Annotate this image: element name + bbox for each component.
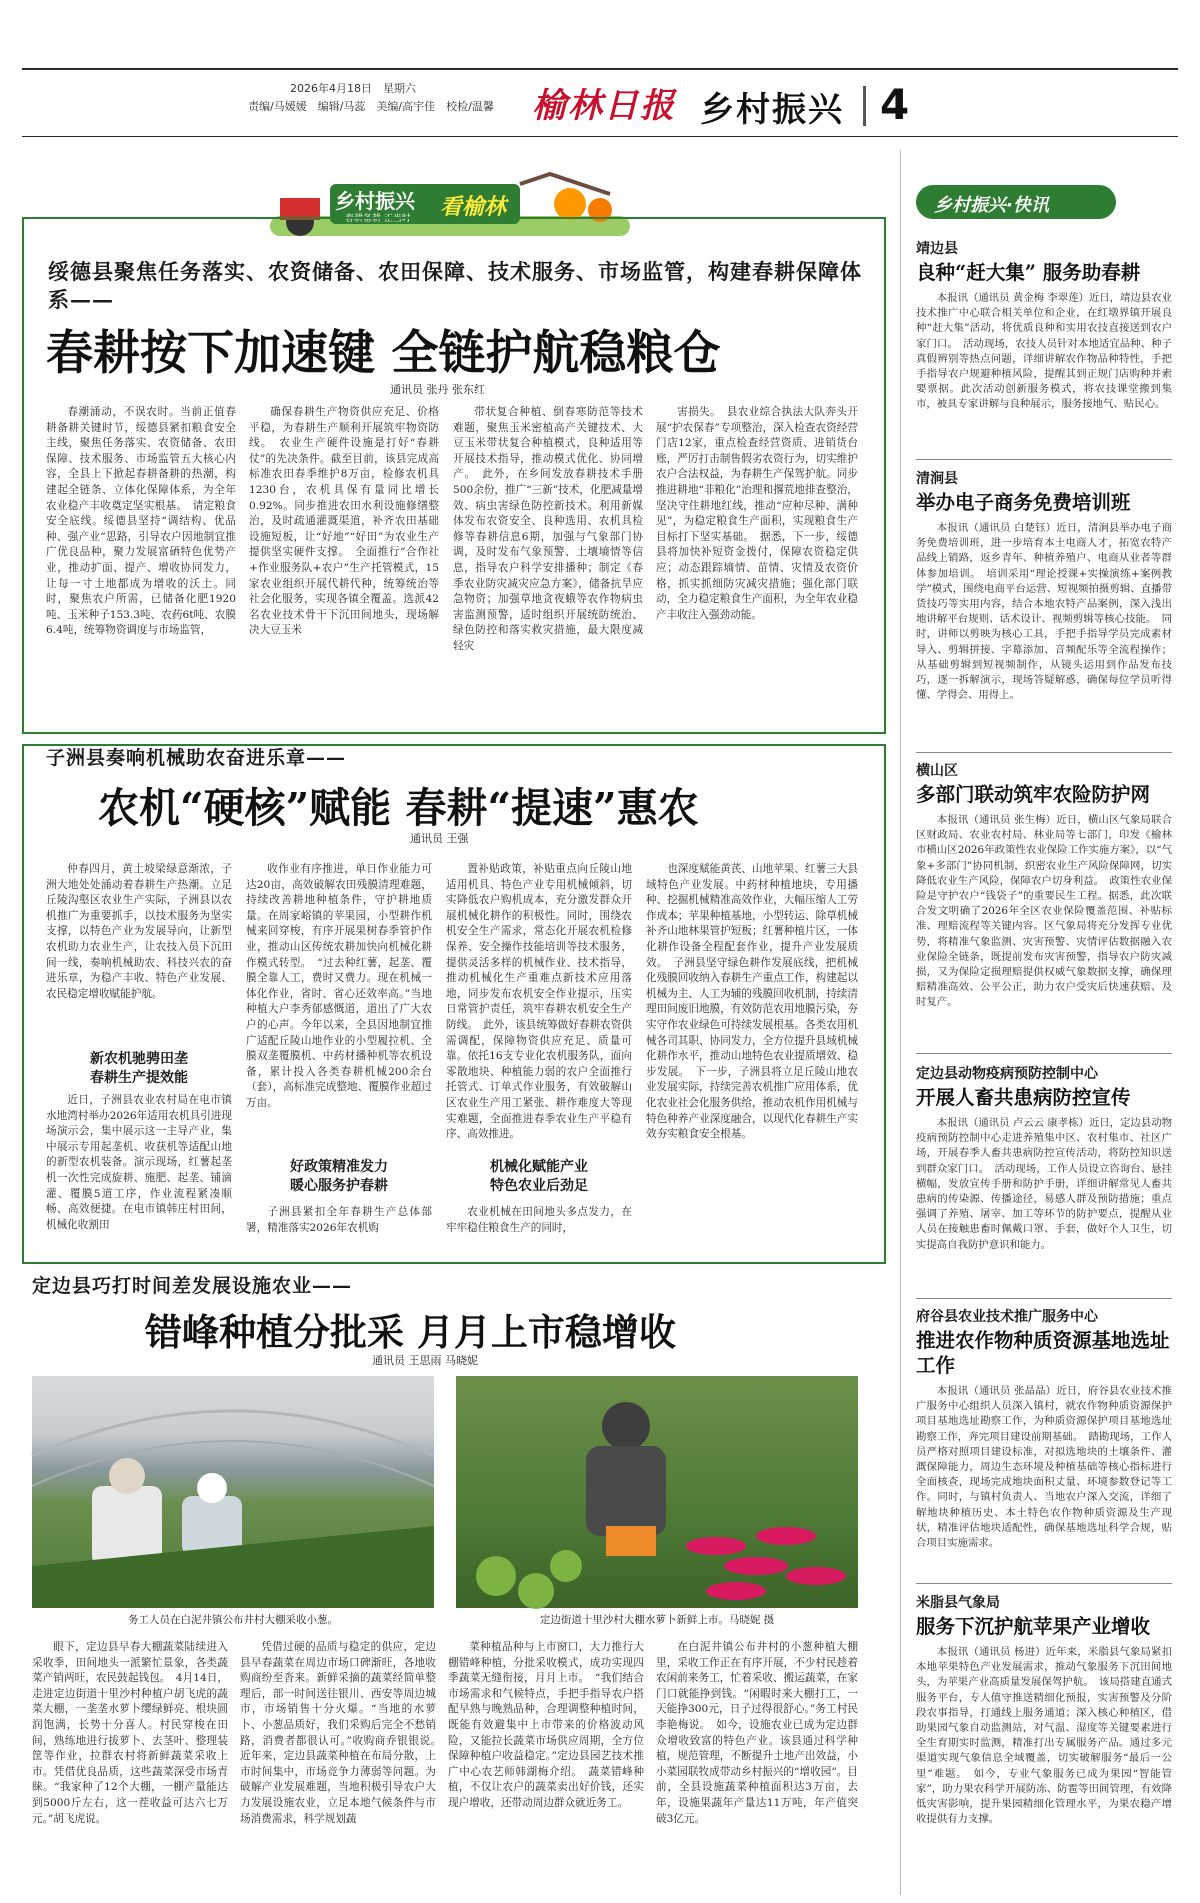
article2-subhead2: 好政策精准发力 暖心服务护春耕 [290, 1159, 388, 1194]
weekday-text: 星期六 [383, 82, 416, 95]
article3-col4: 在白泥井镇公布井村的小葱种植大棚里，采收工作正在有序开展，不少村民趁着农闲前来务工，忙着采收、搬运蔬菜，在家门口就能挣到钱。“闲暇时来大棚打工，一天能挣300元，日子过得很舒心。”务工村民李艳梅说。 如今，设施农业已成为定边群众增收致富的特色产业。该县通过科学种植，规范管理，不断提升土地产出效益，小小菜园联牧成带动乡村振兴的“增收园”。目前，全县设施蔬菜种植面积达3万亩，去年，设施果蔬年产量达11万吨，年产值突破3亿元。 [656, 1641, 858, 1825]
sidebar-header-text: 乡村振兴·快讯 [934, 195, 1049, 216]
article2-headline: 农机“硬核”赋能 春耕“提速”惠农 [98, 784, 699, 832]
article2-col1b: 近日，子洲县农业农村局在电市镇水地湾村举办2026年适用农机具引进现场演示会，集中展示这一主导产业，集中展示专用起垄机、收获机等适配山地的新型农机装备。演示现场，红薯起垄机一次性完成旋耕、施肥、起垄、铺滴灌、覆膜5道工序，作业流程紧凑顺畅、高效便捷。在电市镇韩庄村田间，机械化收割田 [46, 1094, 232, 1231]
article3-headline: 错峰种植分批采 月月上市稳增收 [145, 1310, 676, 1354]
news-title: 举办电子商务免费培训班 [916, 491, 1131, 514]
news-item-jingbian [916, 238, 1172, 423]
news-place: 定边县动物疫病预防控制中心 [916, 1066, 1098, 1082]
greenhouse-photo-illustration [32, 1376, 434, 1608]
masthead-top-rule [22, 68, 1178, 70]
masthead-divider [863, 86, 866, 126]
article2-col3b: 农业机械在田间地头多点发力，在牢牢稳住粮食生产的同时， [446, 1206, 632, 1234]
photo-radish-harvest [456, 1376, 858, 1608]
news-title: 多部门联动筑牢农险防护网 [916, 783, 1151, 806]
news-text: 本报讯（通讯员 张晶晶）近日，府谷县农业技术推广服务中心组织人员深入镇村，就农作物种质资源保护项目基地选址勘察工作，为种质资源保护项目基地选址勘察工作，奔完项目建设前期基础。 踏勘现场，工作人员严格对照项目建设标准，对拟选地块的土壤条件、灌溉保障能力，周边生态环境及种植基础等核心指标进行全面核查，现场完成地块面积丈量、环境参数登记等工作。同时，与镇村负责人、当地农户深入交流，详细了解地块种植历史、本土特色农作物种质资源及生产现状，精准评估地块适配性，确保基地选址科学合规，贴合项目实施需求。 [916, 1385, 1172, 1550]
sidebar-sep-2 [916, 752, 1172, 753]
masthead-editors: 责编/马媛媛 编辑/马蕊 美编/高宇佳 校检/温馨 [248, 100, 494, 113]
article2-col2b: 子洲县紧扣全年春耕生产总体部署，精准落实2026年农机购 [246, 1206, 432, 1234]
banner-title: 乡村振兴 [335, 189, 415, 213]
news-place: 横山区 [916, 763, 958, 779]
article1-col2: 确保春耕生产物资供应充足、价格平稳，为春耕生产顺利开展筑牢物资防线。 农业生产硬件设施是打好“春耕仗”的先决条件。截至目前，该县完成高标准农田春季维护8万亩，检修农机具1230台，农机具保有量同比增长0.92%。同步推进农田水利设施修缮整治，及时疏通灌溉渠道，补齐农田基础设施短板，让“好地”“好田”为农业生产提供坚实硬件支撑。 全面推行“合作社+作业服务队+农户”生产托管模式，15家农业组织开展代耕代种，统筹统治等社会化服务，实现各镇全覆盖。选派42名农业技术骨干下沉田间地头，现场解决大豆玉米 [249, 406, 439, 637]
article1-byline: 通讯员 张丹 张东红 [390, 383, 485, 396]
news-text: 本报讯（通讯员 白楚钰）近日，清涧县举办电子商务免费培训班，进一步培育本土电商人才，拓宽农特产品线上销路，返乡青年、种植养殖户、电商从业者等群体参加培训。 培训采用“理论授课+实操演练+案例教学”模式，围绕电商平台运营、短视频拍摄剪辑、直播带货技巧等实用内容，结合本地农特产品案例，深入浅出地讲解平台规则、话术设计、视频剪辑等核心技能。 同时，讲师以剪映为核心工具，手把手指导学员完成素材导入、剪辑拼接、字幕添加、音频配乐等全流程操作；从基础剪辑到短视频制作，从镜头运用到作品发布技巧，逐一拆解演示，现场答疑解惑，确保每位学员听得懂、学得会、用得上。 [916, 522, 1172, 702]
article2-col1a: 仲春四月，黄土坡梁绿意渐浓，子洲大地处处涌动着春耕生产热潮。立足丘陵沟壑区农业生产实际，子洲县以农机推广为重要抓手，以技术服务为坚实支撑，以特色产业为发展导向，让新型农机助力农业生产，让农技入员下沉田间一线，奏响机械助农、科技兴农的奋进乐章，为稳产丰收、特色产业发展、农民稳定增收赋能护航。 [46, 863, 232, 1000]
article1-intro: 绥德县聚焦任务落实、农资储备、农田保障、技术服务、市场监管，构建春耕保障体系—— [48, 259, 862, 312]
news-title: 推进农作物种质资源基地选址工作 [916, 1329, 1170, 1377]
article2-subhead3: 机械化赋能产业 特色农业后劲足 [490, 1159, 588, 1194]
newspaper-logo: 榆林日报 [532, 86, 676, 126]
sidebar-divider [900, 150, 901, 1895]
article3-col1: 眼下，定边县早春大棚蔬菜陆续进入采收季，田间地头一派繁忙景象，各类蔬菜产销两旺，农民鼓起钱包。 4月14日，走进定边街道十里沙村种植户胡飞虎的蔬菜大棚，一垄垄水萝卜缨绿鲜亮、根块圆润饱满，长势十分喜人。村民穿梭在田间，熟练地进行拔萝卜、去茎叶、整理装筐等作业，拉群农村将新鲜蔬菜采收上市。凭借优良品质，这些蔬菜深受市场青睐。“我家种了12个大棚，一棚产量能达到5000斤左右，这一茬收益可达六七万元。”胡飞虎说。 [32, 1641, 228, 1825]
article2-col3a: 置补贴政策，补贴重点向丘陵山地适用机具、特色产业专用机械倾斜，切实降低农户购机成本，充分激发群众开展机械化耕作的积极性。同时，围绕农机安全生产需求，常态化开展农机检修保养、安全操作技能培训等技术服务，提供灵活多样的机械作业、技术指导，推动机械化生产重难点新技术应用落地，同步发布农机安全作业提示，压实日常管护责任，筑牢春耕农机安全生产防线。 此外，该县统筹做好春耕农资供需调配，保障物资供应充足、质量可靠。依托16支专业化农机服务队，面向零散地块、种植能力弱的农户全面推行托管式、订单式作业服务，有效破解山区农业生产用工紧张、耕作难度大等现实难题，全面推进春季农业生产平稳有序、高效推进。 [446, 863, 632, 1141]
news-item-mizhi [916, 1592, 1172, 1892]
article1-col3: 带状复合种植、倒春寒防范等技术难题，聚焦玉米密植高产关键技术、大豆玉米带状复合种植模式，良种适用等开展技术指导，推动模式优化、协同增产。 此外，在乡间发放春耕技术手册500余份，推广“三新”技术，化肥减量增效、病虫害绿色防控新技术。利用新媒体发布农资安全、良种选用、农机具检修等春耕信息6期，加强与气象部门协调，及时发布气象预警、土壤墒情等信息，指导农户科学安排播种；制定《春季农业防灾减灾应急方案》，储备抗旱应急物资；加强草地贪夜蛾等农作物病虫害监测预警，适时组织开展统防统治、绿色防控和落实救灾措施，最大限度减轻灾 [453, 406, 643, 652]
news-title: 良种“赶大集” 服务助春耕 [916, 261, 1141, 284]
photo1-caption: 务工人员在白泥井镇公布井村大棚采收小葱。 [128, 1614, 338, 1626]
news-title: 服务下沉护航苹果产业增收 [916, 1615, 1151, 1638]
news-place: 清涧县 [916, 471, 958, 487]
news-item-fugu [916, 1306, 1172, 1578]
news-title: 开展人畜共患病防控宣传 [916, 1086, 1131, 1109]
article3-col3: 菜种植品种与上市窗口，大力推行大棚错峰种植，分批采收模式，成功实现四季蔬菜无缝衔接，月月上市。 “我们结合市场需求和气候特点，手把手指导农户搭配早熟与晚熟品种，合理调整种植时间，既能有效避集中上市带来的价格波动风险，又能拉长蔬菜市场供应周期，全方位保障种植户收益稳定。”定边县园艺技术推广中心农艺师韩湖梅介绍。 蔬菜错峰种植，不仅让农户的蔬菜卖出好价钱，还实现户增收，还带动周边群众就近务工。 [448, 1641, 644, 1809]
article3-byline: 通讯员 王思雨 马晓妮 [372, 1354, 478, 1367]
news-text: 本报讯（通讯员 张生梅）近日，横山区气象局联合区财政局、农业农村局、林业局等七部门，印发《榆林市横山区2026年政策性农业保险工作实施方案》，以“气象+多部门”协同机制，织密农业生产风险保障网，切实降低农业生产风险，保障农户切身利益。 政策性农业保险是守护农户“钱袋子”的重要民生工程。据悉，此次联合发文明确了2026年全区农业保险覆盖范围、补贴标准、理赔流程等关键内容。区气象局将充分发挥专业优势，将精准气象监测、灾害预警、灾情评估数据融入农业保险全链条，既提前发布灾害预警，指导农户防灾减损，又为保险定损理赔提供权威气象数据支撑，确保理赔精准高效、公平公正，助力农户受灾后快速获赔、及时复产。 [916, 814, 1172, 1009]
date-text: 2026年4月18日 [290, 82, 372, 95]
article2-col4: 也深度赋能黄芪、山地苹果、红薯三大县域特色产业发展。中药材种植地块，专用播种、挖掘机械精准高效作业，大幅压缩人工劳作成本；苹果种植基地，小型转运、除草机械补齐山地林果管护短板；红薯种植片区，一体化耕作设备全程配套作业，提升产业发展质效。 子洲县坚守绿色耕作发展底线，把机械化残膜回收纳入春耕生产重点工作，构建起以机械为主、人工为辅的残膜回收机制，持续清理田间废旧地膜，有效防范农用地膜污染，夯实守作农业绿色可持续发展根基。各类农用机械各司其职、协同发力，全方位提升县域机械化耕作水平，推动山地特色农业提质增效、稳步发展。 下一步，子洲县将立足丘陵山地农业发展实际，持续完善农机推广应用体系，优化农业社会化服务供给，推动农机作用机械与特色种养产业深度融合，以现代化春耕生产实效夯实粮食安全根基。 [646, 863, 858, 1141]
radish-photo-illustration [456, 1376, 858, 1608]
sidebar-sep-3 [916, 1053, 1172, 1054]
pumpkin-icon [554, 188, 586, 220]
news-place: 府谷县农业技术推广服务中心 [916, 1309, 1098, 1325]
news-text: 本报讯（通讯员 黄金梅 李翠莲）近日，靖边县农业技术推广中心联合相关单位和企业，在红墩界镇开展良种“赶大集”活动，将优质良种和实用农技直接送到农户家门口。 活动现场，农技人员针对本地适宜品种、种子真假辨别等热点问题，详细讲解农作物品种特性，手把手指导农户规避种植风险，提醒其到正规门店购种并索要票据。此次活动创新服务模式，将农技课堂搬到集市，被具专家讲解与良种展示，服务接地气、贴民心。 [916, 292, 1172, 411]
article1-col1: 春潮涌动，不误农时。当前正值春耕备耕关键时节，绥德县紧扣粮食安全主线，聚焦任务落实、农资储备、农田保障、技术服务、市场监管五大核心内容，全县上下掀起春耕备耕的热潮，构建起全链条、立体化保障体系，为全年农业稳产丰收奠定坚实根基。 请定粮食安全底线。绥德县坚持“调结构、优品种、强产业”思路，引导农户因地制宜推广优良品种，聚力发展富硒特色优势产业，推动扩面、提产、增收协同发力，让每一寸土地都成为增收的沃土。同时，聚焦农户所需，已储备化肥1920吨、玉米种子153.3吨、农药6t吨、农膜6.4吨，统筹物资调度与市场监管， [46, 406, 236, 637]
news-text: 本报讯（通讯员 卢云云 康孝栋）近日，定边县动物疫病预防控制中心走进养殖集中区、农村集市、社区广场，开展春季人畜共患病防控宣传活动，将防控知识送到群众家门口。 活动现场，工作人员设立咨询台、悬挂横幅，发放宣传手册和防护手册，详细讲解常见人畜共患病的传染源、传播途径，易感人群及预防措施；重点强调了养殖、屠宰、加工等环节的防护要点，提醒从业人员在接触患畜时佩戴口罩、手套，做好个人卫生，切实提高自我防护意识和能力。 [916, 1117, 1172, 1251]
article2-subhead1: 新农机驰骋田垄 春耕生产提效能 [90, 1051, 188, 1086]
masthead-date [290, 80, 416, 96]
photo2-caption: 定边街道十里沙村大棚水萝卜新鲜上市。马晓妮 摄 [539, 1614, 775, 1626]
banner-subtitle: 春耕备耕 正当时 [345, 214, 411, 224]
sidebar-sep-5 [916, 1583, 1172, 1584]
sidebar-header [916, 185, 1116, 219]
news-text: 本报讯（通讯员 杨进）近年来，米脂县气象局紧扣本地苹果特色产业发展需求，推动气象服务下沉田间地头，为苹果产业高质量发展保驾护航。 该局搭建直通式服务平台，专人值守推送精细化预报，实害预警及分阶段农事指导，打通线上服务通道；深入核心种植区，借助果园气象自动监测站，对气温、湿度等关键要素进行全生育期实时监测，精准打出专属服务产品。通过多元渠道实现气象信息全域覆盖，切实破解服务“最后一公里”难题。 如今，专业气象服务已成为果园“智能管家”，助力果农科学开展防冻、防雹等田间管理，有效降低灾害影响，提升果园精细化管理水平，为果农稳产增收提供有力支撑。 [916, 1646, 1172, 1826]
sidebar-sep-1 [916, 459, 1172, 460]
article1-headline: 春耕按下加速键 全链护航稳粮仓 [46, 326, 721, 381]
news-place: 米脂县气象局 [916, 1595, 1000, 1611]
news-place: 靖边县 [916, 241, 958, 257]
news-item-qingjian [916, 468, 1172, 768]
article3-intro: 定边县巧打时间差发展设施农业—— [32, 1275, 353, 1297]
article1-col4: 害损失。 县农业综合执法大队奔头开展“护农保春”专项整治，深入检查农资经营门店12家，重点检查经营资质、进销货台账，严厉打击制售假劣农资行为，切实维护农户合法权益，为春耕生产保驾护航。同步推进耕地“非粮化”治理和撂荒地排查整治，坚决守住耕地红线，推动“应种尽种、满种见”，为稳定粮食生产面积，实现粮食生产目标打下坚实基础。 据悉，下一步，绥德县将加快补短资金拨付，保障农资稳定供应；动态跟踪墒情、苗情、灾情及农资价格，抓实抓细防灾减灾措施；强化部门联动，全力稳定粮食生产面积，为全年农业稳产丰收注入强劲动能。 [656, 406, 858, 621]
section-title: 乡村振兴 [700, 90, 844, 130]
sidebar-sep-4 [916, 1298, 1172, 1299]
article2-byline: 通讯员 王强 [410, 832, 469, 845]
article2-intro: 子洲县奏响机械助农奋进乐章—— [46, 747, 347, 769]
article3-col2: 凭借过硬的品质与稳定的供应，定边县早春蔬菜在周边市场口碑渐旺，各地收购商纷至沓来。新鲜采摘的蔬菜经简单整理后，部一时间送往银川、西安等周边城市，市场销售十分火爆。“当地的水萝卜、小葱品质好，我们采购后完全不愁销路，消费者都很认可。”收购商乔银银说。 近年来，定边县蔬菜种植在布局分散，上市时间集中，市场竞争力薄弱等问题。为破解产业发展难题，当地积极引导农户大力发展设施农业，立足本地气候条件与市场消费需求，科学规划蔬 [240, 1641, 447, 1825]
news-item-hengshan [916, 760, 1172, 1050]
masthead-bottom-rule [22, 136, 1178, 137]
page-number: 4 [880, 80, 910, 129]
news-item-dingbian-animal [916, 1063, 1172, 1303]
banner-tag: 看榆林 [440, 194, 507, 220]
photo-greenhouse-onions [32, 1376, 434, 1608]
article2-col2a: 收作业有序推进，单日作业能力可达20亩，高效破解农田残膜清理难题，持续改善耕地种植条件，守护耕地质量。在周家峪镇的苹果园，小型耕作机械来回穿梭，有序开展果树春季管护作业，推动山区传统农耕加快向机械化耕作模式转型。 “过去种红薯，起垄、覆膜全靠人工，费时又费力。现在机械一体化作业，省时、省心还效率高。”当地种植大户李秀郁感慨道，道出了广大农户的心声。今年以来，全县因地制宜推广适配丘陵山地作业的小型履拉机、全膜双垄覆膜机、中药材播种机等农机设备，累计投入各类春耕机械200余台（套），高标准完成整地、覆膜作业超过万亩。 [246, 863, 432, 1109]
